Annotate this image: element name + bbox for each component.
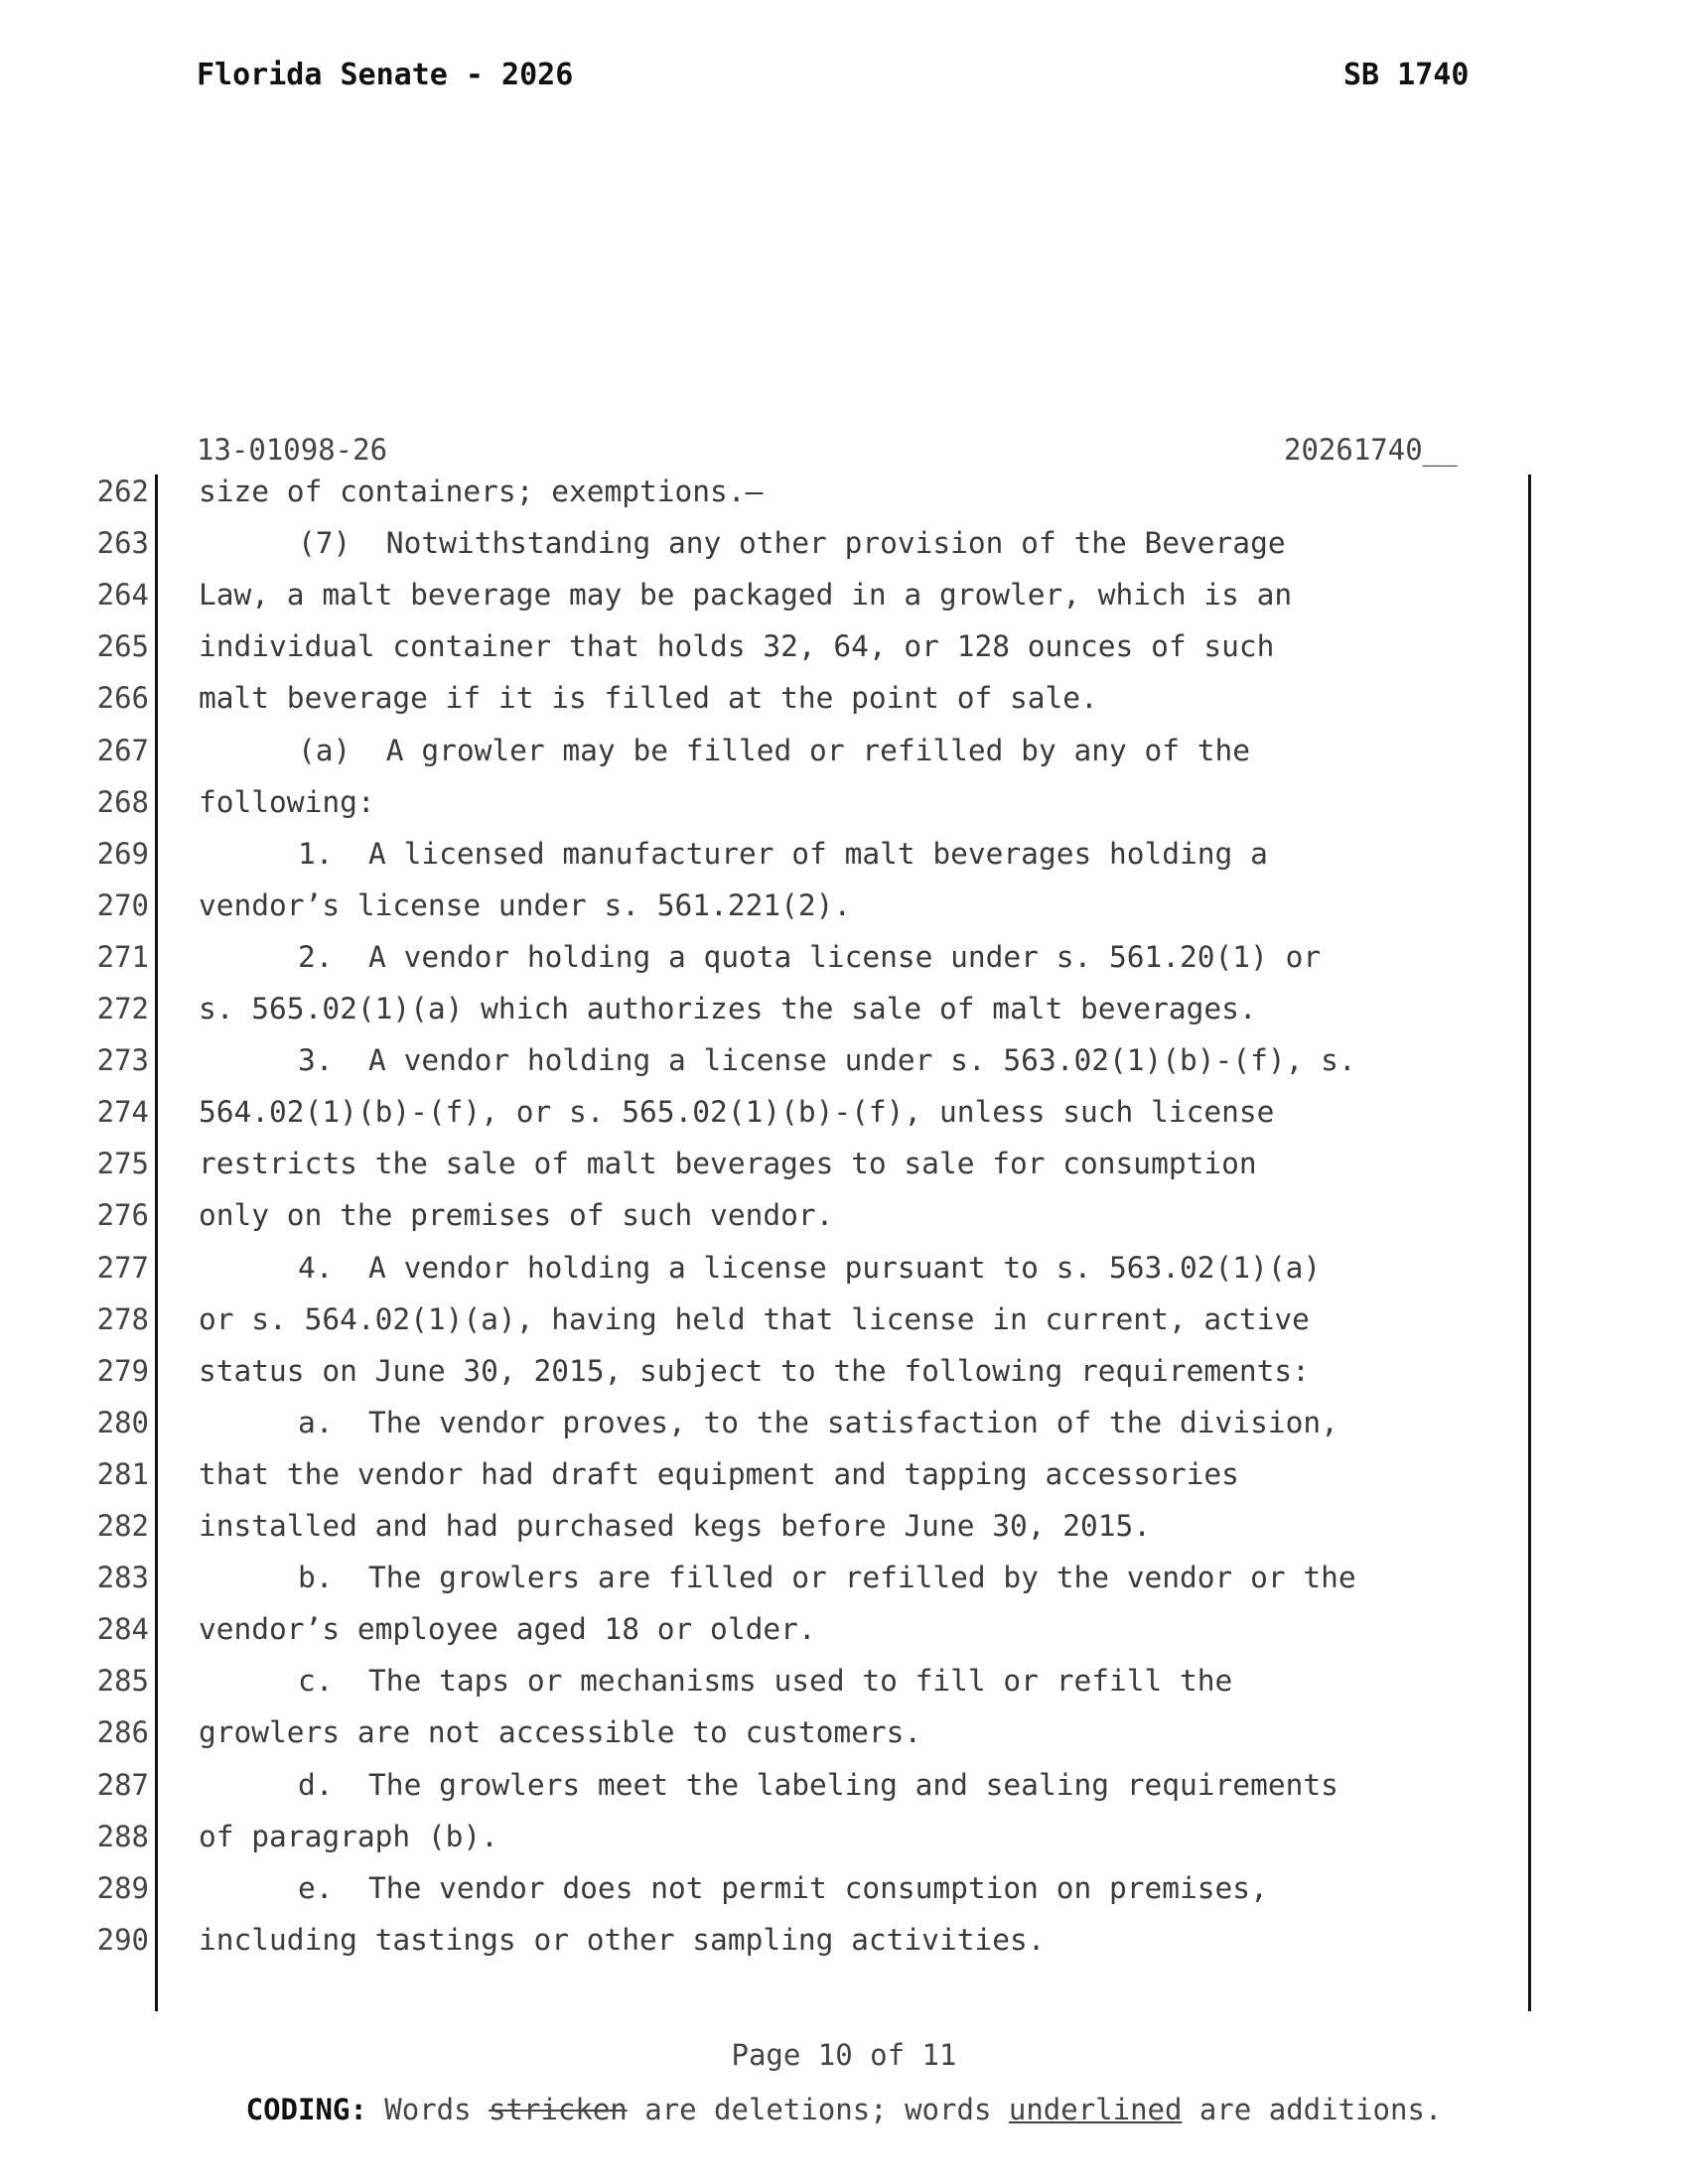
bill-line <box>0 837 1688 888</box>
line-text: including tastings or other sampling activities. <box>199 1922 1046 1957</box>
line-number: 280 <box>96 1405 149 1439</box>
bill-line <box>0 1302 1688 1354</box>
line-text: e. The vendor does not permit consumption on premises, <box>298 1870 1268 1905</box>
bill-line <box>0 475 1688 526</box>
line-text: or s. 564.02(1)(a), having held that license in current, active <box>199 1301 1310 1336</box>
coding-text-3: are additions. <box>1182 2093 1443 2126</box>
bill-line <box>0 629 1688 681</box>
bill-line <box>0 1251 1688 1302</box>
line-text: vendor’s employee aged 18 or older. <box>199 1612 816 1647</box>
coding-text-1: Words <box>366 2093 490 2126</box>
coding-label: CODING: <box>245 2093 367 2126</box>
line-number: 278 <box>96 1301 149 1336</box>
line-text: restricts the sale of malt beverages to sale for consumption <box>199 1147 1257 1181</box>
line-text: a. The vendor proves, to the satisfaction of the division, <box>298 1405 1338 1439</box>
header-chamber-year: Florida Senate - 2026 <box>197 58 574 92</box>
line-text: vendor’s license under s. 561.221(2). <box>199 887 852 922</box>
line-text: (a) A growler may be filled or refilled by any of the <box>298 733 1251 767</box>
line-number: 274 <box>96 1095 149 1130</box>
line-text: malt beverage if it is filled at the point of sale. <box>199 681 1098 716</box>
bill-line <box>0 1095 1688 1147</box>
line-number: 272 <box>96 992 149 1025</box>
bill-line <box>0 526 1688 578</box>
line-text: Law, a malt beverage may be packaged in a growler, which is an <box>199 578 1293 613</box>
line-number: 276 <box>96 1198 149 1233</box>
bill-line <box>0 992 1688 1043</box>
line-number: 283 <box>96 1561 149 1595</box>
line-number: 281 <box>96 1456 149 1491</box>
line-text: growlers are not accessible to customers. <box>199 1715 922 1750</box>
bill-line <box>0 940 1688 992</box>
bill-line <box>0 1198 1688 1250</box>
line-number: 286 <box>96 1715 149 1750</box>
line-text: 2. A vendor holding a quota license under s. 561.20(1) or <box>298 939 1322 974</box>
bill-line <box>0 1612 1688 1664</box>
line-text: of paragraph (b). <box>199 1819 498 1853</box>
bill-line <box>0 1561 1688 1612</box>
bill-line <box>0 1354 1688 1406</box>
line-number: 290 <box>96 1922 149 1957</box>
line-text: 4. A vendor holding a license pursuant to s. 563.02(1)(a) <box>298 1250 1322 1285</box>
coding-stricken-sample: stricken <box>489 2093 628 2126</box>
bill-line <box>0 1768 1688 1820</box>
line-number: 270 <box>96 887 149 922</box>
coding-underlined-sample: underlined <box>1008 2093 1183 2126</box>
line-number: 275 <box>96 1147 149 1181</box>
line-number: 265 <box>96 629 149 664</box>
line-number: 264 <box>96 578 149 613</box>
line-text: d. The growlers meet the labeling and sealing requirements <box>298 1767 1338 1802</box>
bill-line <box>0 888 1688 940</box>
line-text: status on June 30, 2015, subject to the following requirements: <box>199 1353 1310 1388</box>
line-text: 3. A vendor holding a license under s. 563.02(1)(b)-(f), s. <box>298 1043 1356 1078</box>
bill-line <box>0 578 1688 629</box>
line-number: 289 <box>96 1870 149 1905</box>
line-number: 262 <box>96 475 149 508</box>
coding-legend <box>0 2093 1688 2126</box>
coding-text-2: are deletions; words <box>627 2093 1009 2126</box>
line-number: 279 <box>96 1353 149 1388</box>
bill-line <box>0 1509 1688 1561</box>
bill-line <box>0 1664 1688 1715</box>
line-text: only on the premises of such vendor. <box>199 1198 834 1233</box>
line-number: 263 <box>96 526 149 561</box>
line-text: (7) Notwithstanding any other provision of the Beverage <box>298 526 1286 561</box>
line-text: following: <box>199 784 375 819</box>
line-number: 288 <box>96 1819 149 1853</box>
line-text: that the vendor had draft equipment and tapping accessories <box>199 1456 1239 1491</box>
bill-code: 20261740__ <box>1284 433 1458 467</box>
line-number: 271 <box>96 939 149 974</box>
bill-line <box>0 734 1688 785</box>
line-text: s. 565.02(1)(a) which authorizes the sale of malt beverages. <box>199 992 1257 1025</box>
line-number: 282 <box>96 1509 149 1543</box>
line-number: 269 <box>96 836 149 871</box>
line-text: c. The taps or mechanisms used to fill or refill the <box>298 1664 1233 1699</box>
bill-line <box>0 1871 1688 1923</box>
line-number: 287 <box>96 1767 149 1802</box>
line-number: 277 <box>96 1250 149 1285</box>
header-bill-number: SB 1740 <box>1343 58 1470 92</box>
document-code: 13-01098-26 <box>197 433 388 467</box>
bill-line <box>0 1820 1688 1871</box>
bill-line <box>0 1923 1688 1975</box>
line-text: 1. A licensed manufacturer of malt beverages holding a <box>298 836 1268 871</box>
bill-line <box>0 1715 1688 1767</box>
line-number: 284 <box>96 1612 149 1647</box>
bill-line <box>0 1406 1688 1457</box>
line-text: 564.02(1)(b)-(f), or s. 565.02(1)(b)-(f), unless such license <box>199 1095 1275 1130</box>
line-number: 273 <box>96 1043 149 1078</box>
line-text: individual container that holds 32, 64, or 128 ounces of such <box>199 629 1275 664</box>
line-number: 266 <box>96 681 149 716</box>
line-number: 267 <box>96 733 149 767</box>
page-number: Page 10 of 11 <box>731 2038 957 2072</box>
bill-line <box>0 1147 1688 1198</box>
line-text: b. The growlers are filled or refilled by the vendor or the <box>298 1561 1356 1595</box>
line-text: installed and had purchased kegs before June 30, 2015. <box>199 1509 1152 1543</box>
bill-line <box>0 1043 1688 1095</box>
bill-line <box>0 785 1688 837</box>
bill-line <box>0 1457 1688 1509</box>
line-number: 268 <box>96 784 149 819</box>
line-text: size of containers; exemptions.— <box>199 475 764 508</box>
bill-line <box>0 681 1688 733</box>
line-number: 285 <box>96 1664 149 1699</box>
